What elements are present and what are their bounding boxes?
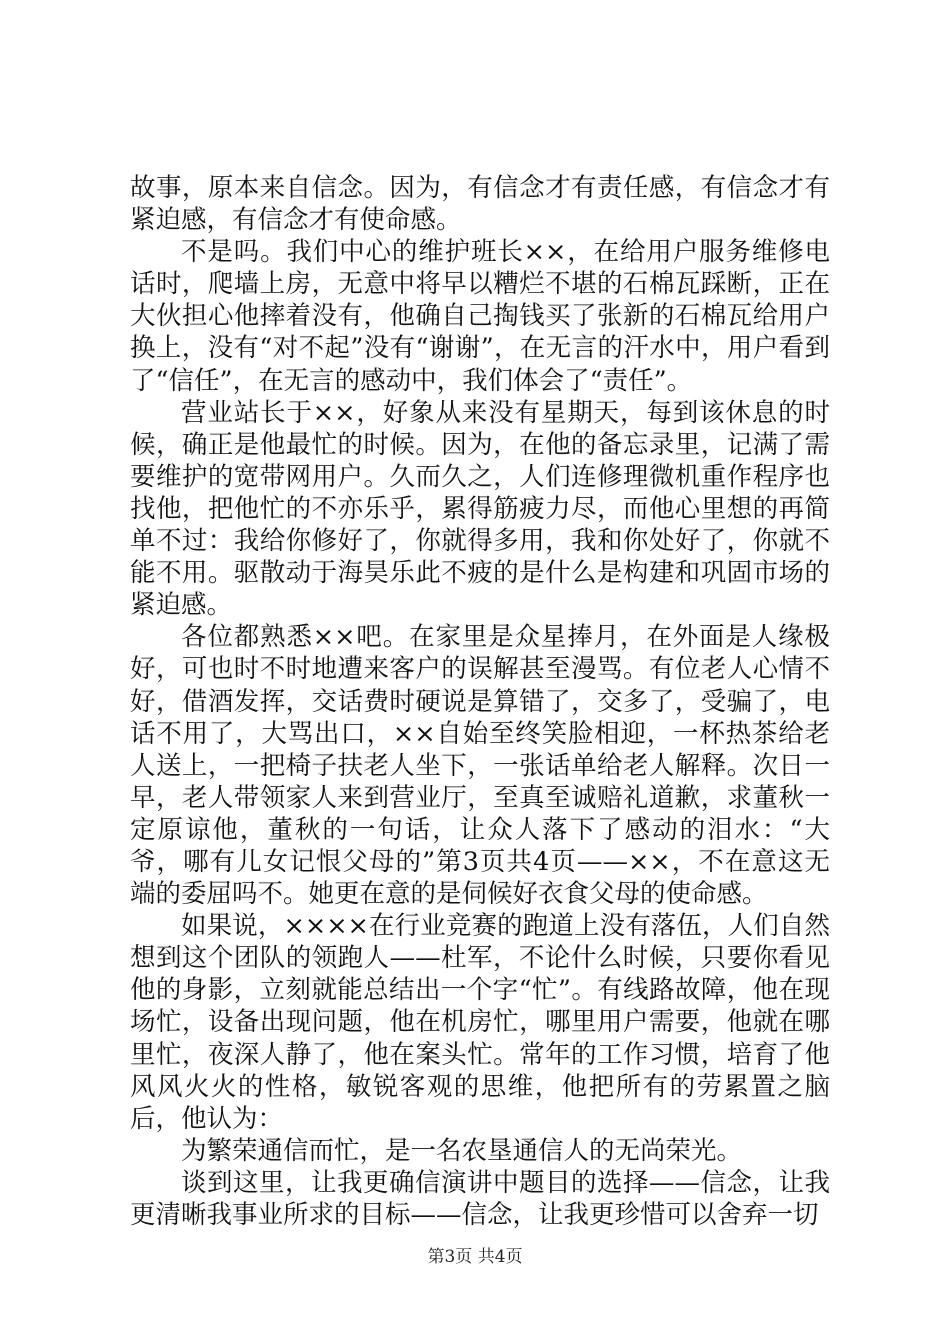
- document-body: [130, 172, 830, 1231]
- paragraph-7: 谈到这里，让我更确信演讲中题目的选择——信念，让我更清晰我事业所求的目标——信念，让我更珍惜可以舍弃一切: [130, 1167, 830, 1230]
- paragraph-1: 故事，原本来自信念。因为，有信念才有责任感，有信念才有紧迫感，有信念才有使命感。: [130, 173, 830, 236]
- paragraph-5: 如果说，××××在行业竞赛的跑道上没有落伍，人们自然想到这个团队的领跑人——杜军，不论什么时候，只要你看见他的身影，立刻就能总结出一个字“忙”。有线路故障，他在现场忙，设备出现问题，他在机房忙，哪里用户需要，他就在哪里忙，夜深人静了，他在案头忙。常年的工作习惯，培育了他风风火火的性格，敏锐客观的思维，他把所有的劳累置之脑后，他认为：: [130, 911, 830, 1134]
- paragraph-4: 各位都熟悉××吧。在家里是众星捧月，在外面是人缘极好，可也时不时地遭来客户的误解甚至漫骂。有位老人心情不好，借酒发挥，交话费时硬说是算错了，交多了，受骗了，电话不用了，大骂出口，××自始至终笑脸相迎，一杯热茶给老人送上，一把椅子扶老人坐下，一张话单给老人解释。次日一早，老人带领家人来到营业厅，至真至诚赔礼道歉，求董秋一定原谅他，董秋的一句话，让众人落下了感动的泪水：“大爷，哪有儿女记恨父母的”第3页共4页——××，不在意这无端的委屈吗不。她更在意的是伺候好衣食父母的使命感。: [130, 622, 830, 910]
- page-footer: 第3页 共4页: [427, 1247, 523, 1267]
- paragraph-2: 不是吗。我们中心的维护班长××，在给用户服务维修电话时，爬墙上房，无意中将早以糟烂不堪的石棉瓦踩断，正在大伙担心他摔着没有，他确自己掏钱买了张新的石棉瓦给用户换上，没有“对不起”没有“谢谢”，在无言的汗水中，用户看到了“信任”，在无言的感动中，我们体会了“责任”。: [130, 237, 830, 396]
- paragraph-3: 营业站长于××，好象从来没有星期天，每到该休息的时候，确正是他最忙的时候。因为，在他的备忘录里，记满了需要维护的宽带网用户。久而久之，人们连修理微机重作程序也找他，把他忙的不亦乐乎，累得筋疲力尽，而他心里想的再简单不过：我给你修好了，你就得多用，我和你处好了，你就不能不用。驱散动于海昊乐此不疲的是什么是构建和巩固市场的紧迫感。: [130, 397, 830, 621]
- paragraph-6: 为繁荣通信而忙，是一名农垦通信人的无尚荣光。: [181, 1135, 743, 1166]
